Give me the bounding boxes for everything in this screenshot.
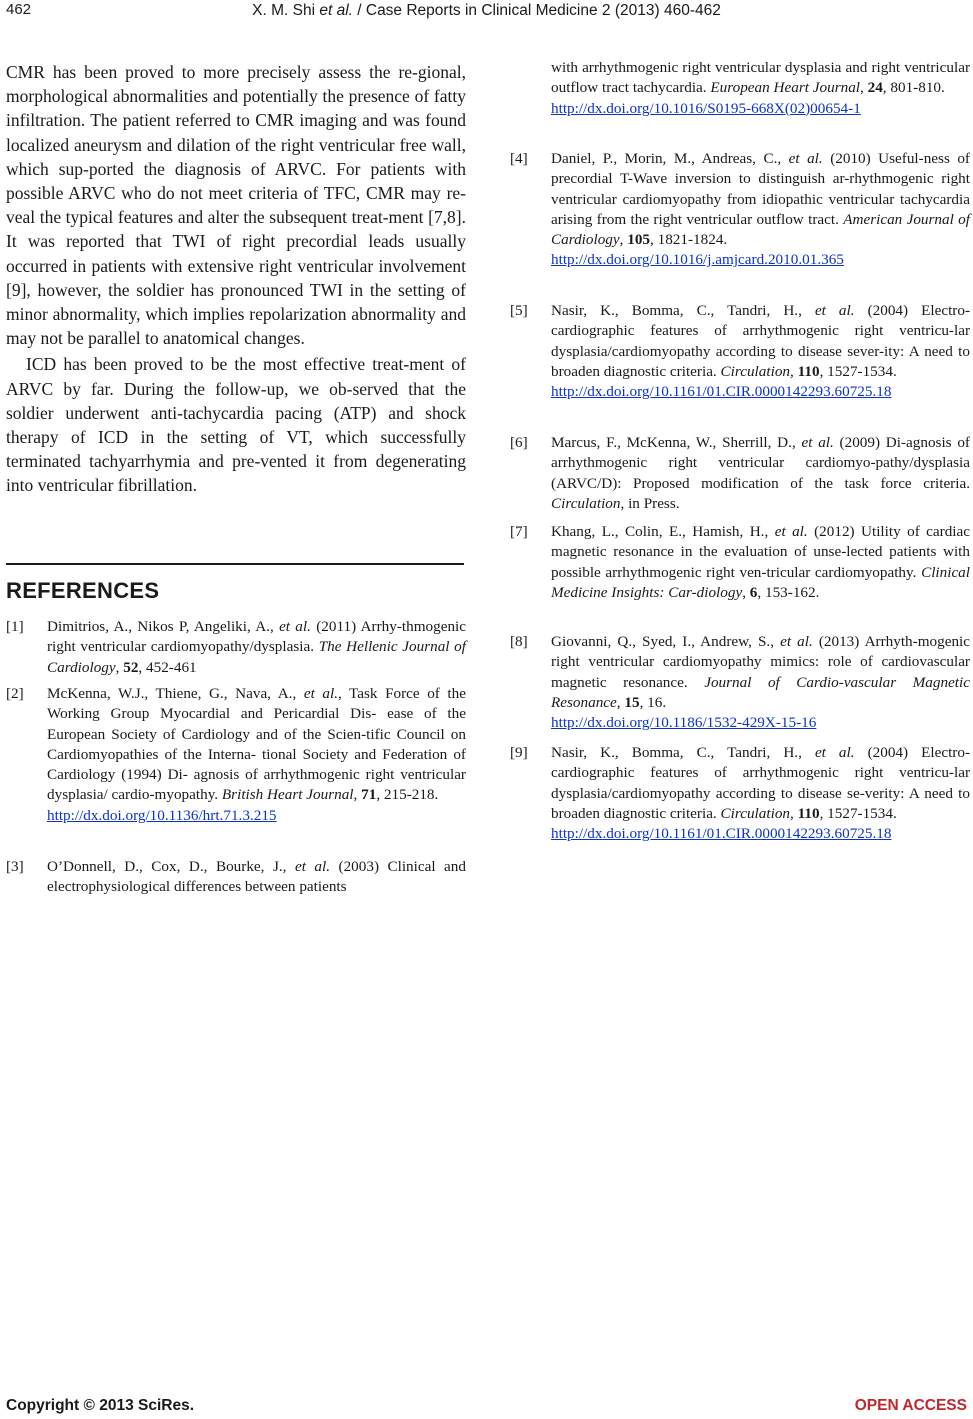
body-text <box>6 60 466 498</box>
reference-et-al: et al. <box>814 302 855 319</box>
reference-text-part-2 <box>551 58 970 119</box>
reference-journal: American Journal of Cardiology <box>551 210 970 249</box>
reference-authors: O’Donnell, D., Cox, D., Bourke, J., <box>47 858 295 875</box>
reference-pages: , 16. <box>639 693 667 711</box>
reference-et-al: et al. <box>780 633 813 650</box>
section-divider <box>6 563 464 565</box>
reference-title-end: with arrhythmogenic right ventricular dysplasia and right ventricular outflow tract tachycardia. <box>551 59 970 97</box>
reference-number: [7] <box>510 523 528 540</box>
reference-number: [1] <box>6 618 24 635</box>
doi-link[interactable]: http://dx.doi.org/10.1136/hrt.71.3.215 <box>47 806 277 824</box>
reference-item <box>6 617 466 678</box>
reference-title-start: (2003) Clinical and electrophysiological differences between patients <box>47 858 466 896</box>
reference-pages: , 1527-1534. <box>819 362 897 380</box>
reference-volume: 105 <box>627 231 651 249</box>
reference-title: (2013) Arrhyth-mogenic right ventricular cardiomyopathy mimics: role of cardiovascular magnetic resonance. <box>551 633 971 691</box>
reference-volume: 71 <box>361 786 377 804</box>
doi-link[interactable]: http://dx.doi.org/10.1016/j.amjcard.2010.01.365 <box>551 251 844 269</box>
reference-text <box>47 617 466 678</box>
reference-pages: , 1821-1824. <box>650 231 728 249</box>
reference-item <box>6 857 466 899</box>
reference-separator: , <box>790 362 798 380</box>
references-heading: REFERENCES <box>6 578 160 603</box>
reference-authors: McKenna, W.J., Thiene, G., Nava, A., <box>47 685 304 702</box>
reference-journal: British Heart Journal <box>221 786 354 804</box>
open-access-label: OPEN ACCESS <box>854 1397 967 1414</box>
reference-separator: , <box>860 79 868 97</box>
reference-separator: , <box>619 231 628 249</box>
running-header <box>0 2 973 20</box>
reference-number: [4] <box>510 150 528 167</box>
reference-journal: Circulation <box>720 362 791 380</box>
reference-number: [8] <box>510 633 528 650</box>
header-authors: X. M. Shi <box>252 2 320 19</box>
reference-title: , Task Force of the Working Group Myocardial and Pericardial Dis- ease of the European Society of Cardiology and of the Scien-tific Council on Cardiomyopathies of the Interna- tional Society and Federation of Cardiology (1994) Di- agnosis of arrhythmogenic right ventricular dysplasia/ cardio-myopathy. <box>47 685 466 804</box>
reference-pages: , 1527-1534. <box>819 804 897 822</box>
reference-number: [2] <box>6 685 24 702</box>
body-paragraph: ICD has been proved to be the most effective treat-ment of ARVC by far. During the follow-up, we ob-served that the soldier underwent anti-tachycardia pacing (ATP) and shock therapy of ICD in the setting of VT, which successfully terminated tachyarrhymia and pre-vented it from degenerating into ventricular fibrillation. <box>6 354 466 496</box>
reference-authors: Giovanni, Q., Syed, I., Andrew, S., <box>551 633 781 650</box>
reference-authors: Nasir, K., Bomma, C., Tandri, H., <box>551 744 815 761</box>
doi-link[interactable]: http://dx.doi.org/10.1186/1532-429X-15-16 <box>551 714 817 732</box>
reference-text <box>551 301 970 402</box>
reference-volume: 15 <box>624 693 640 711</box>
reference-journal: Journal of Cardio-vascular Magnetic Resonance <box>551 673 970 711</box>
reference-et-al: et al. <box>814 744 855 761</box>
copyright-notice: Copyright © 2013 SciRes. <box>6 1397 195 1414</box>
reference-et-al: et al. <box>801 434 834 451</box>
reference-item <box>510 149 970 271</box>
reference-separator: , <box>790 804 798 822</box>
doi-link[interactable]: http://dx.doi.org/10.1016/S0195-668X(02)00654-1 <box>551 99 861 117</box>
reference-journal: Circulation <box>551 494 621 512</box>
reference-item-continued <box>510 58 970 119</box>
reference-authors: Marcus, F., McKenna, W., Sherrill, D., <box>551 434 802 451</box>
doi-link[interactable]: http://dx.doi.org/10.1161/01.CIR.0000142293.60725.18 <box>551 825 892 843</box>
reference-item <box>510 632 970 733</box>
reference-text <box>551 149 970 271</box>
reference-pages: , 801-810. <box>882 79 945 97</box>
reference-journal: European Heart Journal <box>710 79 861 97</box>
reference-pages: , in Press. <box>620 494 680 512</box>
doi-link[interactable]: http://dx.doi.org/10.1161/01.CIR.0000142293.60725.18 <box>551 383 892 401</box>
reference-title: (2004) Electro-cardiographic features of arrhythmogenic right ventricu-lar dysplasia/cardiomyopathy according to disease sever-ity: A need to broaden diagnostic criteria. <box>551 302 970 380</box>
reference-text <box>551 522 970 603</box>
reference-text-part-1 <box>47 857 466 899</box>
reference-authors: Daniel, P., Morin, M., Andreas, C., <box>551 150 789 167</box>
reference-journal: The Hellenic Journal of Cardiology <box>47 638 466 676</box>
reference-et-al: et al. <box>774 523 808 540</box>
reference-text <box>551 433 970 514</box>
reference-et-al: et al. <box>303 685 338 702</box>
reference-title: (2010) Useful-ness of precordial T-Wave inversion to distinguish ar-rhythmogenic right ventricular cardiomyopathy from idiopathic ventricular tachycardia arising from the right ventricular outflow tract. <box>551 150 970 228</box>
reference-text <box>551 743 970 844</box>
reference-authors: Nasir, K., Bomma, C., Tandri, H., <box>551 302 815 319</box>
reference-number: [6] <box>510 434 528 451</box>
reference-separator: , <box>616 693 625 711</box>
reference-pages: , 215-218. <box>376 786 439 804</box>
reference-volume: 52 <box>123 658 139 676</box>
reference-text <box>551 632 970 733</box>
reference-separator: , <box>115 658 124 676</box>
header-journal-info: / Case Reports in Clinical Medicine 2 (2013) 460-462 <box>352 2 721 19</box>
reference-number: [5] <box>510 302 528 319</box>
reference-pages: , 452-461 <box>138 658 197 676</box>
reference-authors: Khang, L., Colin, E., Hamish, H., <box>551 523 775 540</box>
reference-text <box>47 684 466 826</box>
reference-separator: , <box>353 786 362 804</box>
reference-et-al: et al. <box>279 618 311 635</box>
reference-item <box>510 433 970 514</box>
reference-journal: Circulation <box>720 804 791 822</box>
reference-title: (2004) Electro-cardiographic features of arrhythmogenic right ventricu-lar dysplasia/cardiomyopathy according to disease se-verity: A need to broaden diagnostic criteria. <box>551 744 970 822</box>
reference-volume: 6 <box>749 583 758 601</box>
reference-title: (2011) Arrhy-thmogenic right ventricular cardiomyopathy/dysplasia. <box>47 618 466 656</box>
reference-volume: 24 <box>867 79 883 97</box>
page-number: 462 <box>6 1 32 18</box>
reference-separator: , <box>742 583 750 601</box>
body-paragraph: CMR has been proved to more precisely assess the re-gional, morphological abnormalities and potentially the presence of fatty infiltration. The patient referred to CMR imaging and was found localized aneurysm and dilation of the right ventricular free wall, which sup-ported the diagnosis of ARVC. For patients with possible ARVC who do not meet criteria of TFC, CMR may re-veal the typical features and alter the subsequent treat-ment [7,8]. It was reported that TWI of right precordial leads usually occurred in patients with extensive right ventricular involvement [9], however, the soldier has pronounced TWI in the setting of minor abnormality, which implies repolarization abnormality and may not be parallel to anatomical changes. <box>6 62 466 349</box>
reference-item <box>510 743 970 844</box>
reference-authors: Dimitrios, A., Nikos P, Angeliki, A., <box>47 618 280 635</box>
header-et-al: et al. <box>319 2 353 19</box>
reference-number: [9] <box>510 744 528 761</box>
reference-journal: Clinical Medicine Insights: Car-diology <box>551 563 970 601</box>
reference-item <box>510 522 970 603</box>
reference-et-al: et al. <box>294 858 331 875</box>
reference-item <box>6 684 466 826</box>
reference-title: (2012) Utility of cardiac magnetic resonance in the evaluation of unse-lected patients with possible arrhythmogenic right ven-tricular cardiomyopathy. <box>551 523 971 581</box>
reference-number: [3] <box>6 858 24 875</box>
reference-title: (2009) Di-agnosis of arrhythmogenic right ventricular cardiomyo-pathy/dysplasia (ARVC/D): Proposed modification of the task force criteria. <box>551 434 970 492</box>
reference-volume: 110 <box>797 804 820 822</box>
reference-item <box>510 301 970 402</box>
reference-et-al: et al. <box>788 150 823 167</box>
reference-pages: , 153-162. <box>757 583 820 601</box>
reference-volume: 110 <box>797 362 820 380</box>
